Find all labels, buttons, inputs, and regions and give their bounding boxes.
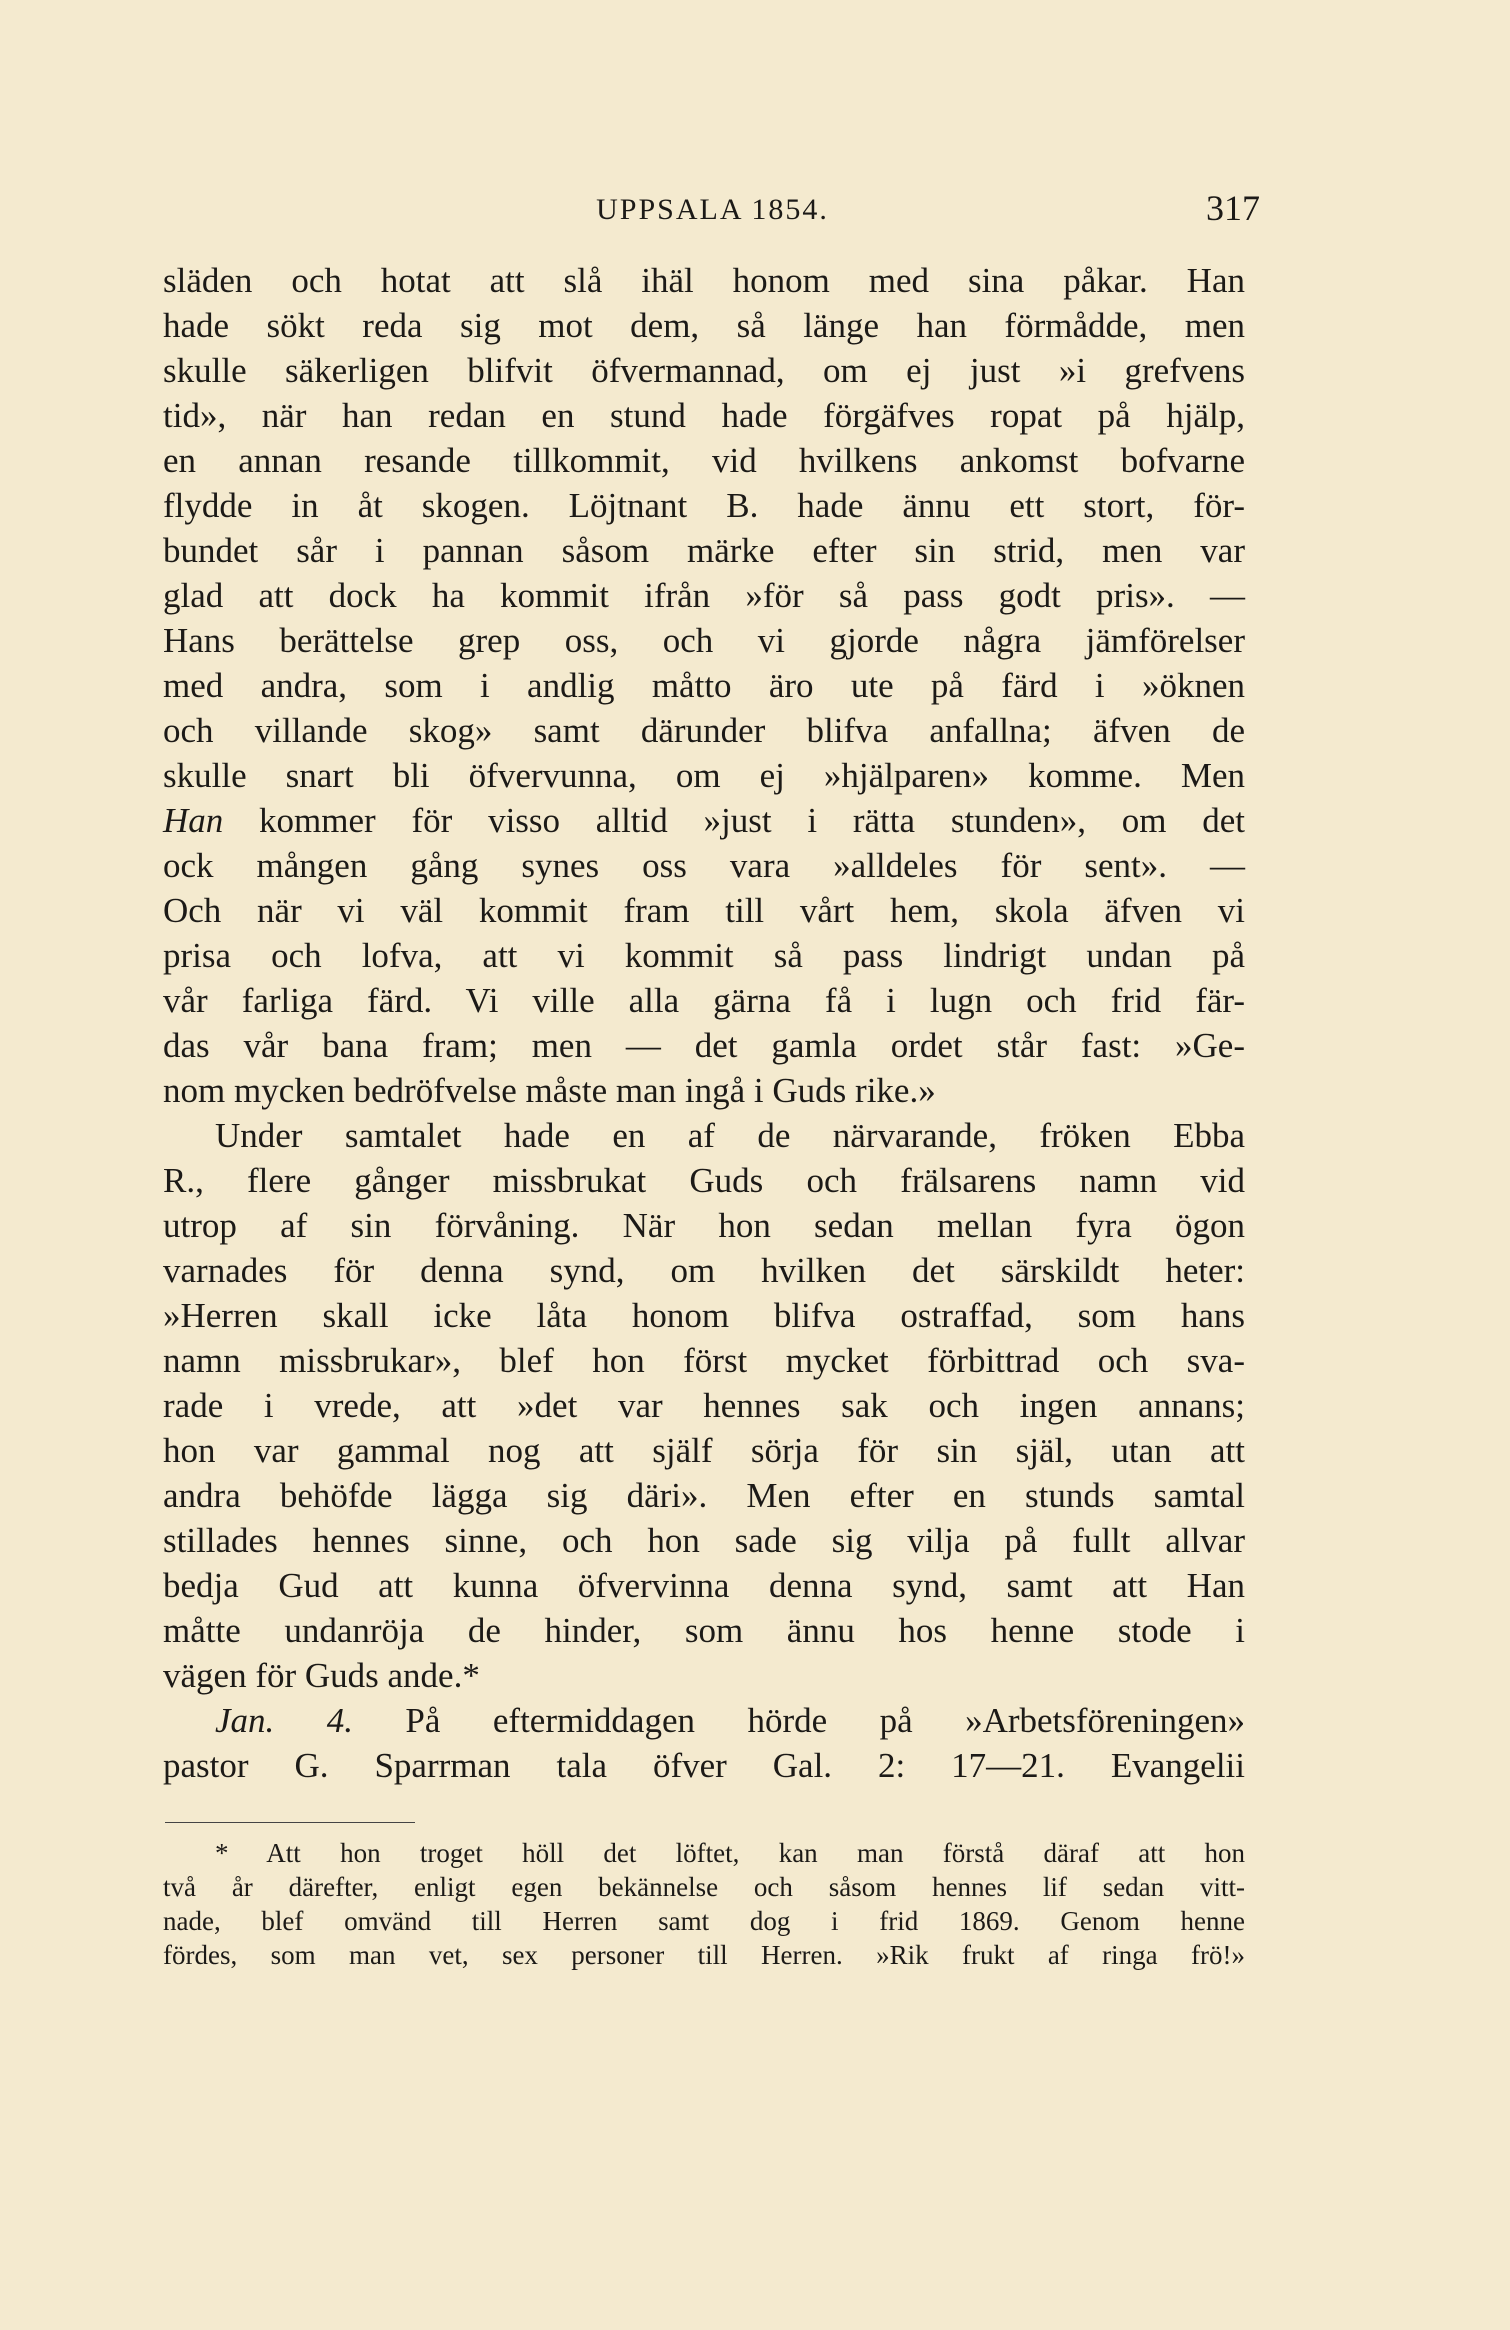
text-line: flydde in åt skogen. Löjtnant B. hade ännu ett stort, för-	[163, 486, 1245, 525]
text-line-jan-rest: På eftermiddagen hörde på »Arbetsföreningen»	[352, 1701, 1245, 1740]
text-line: vägen för Guds ande.*	[163, 1656, 480, 1695]
text-line: nom mycken bedröfvelse måste man ingå i Guds rike.»	[163, 1071, 936, 1110]
text-line: skulle säkerligen blifvit öfvermannad, om ej just »i grefvens	[163, 351, 1245, 390]
running-head	[165, 185, 1260, 235]
text-line-jan	[163, 1698, 1245, 1743]
text-line: andra behöfde lägga sig däri». Men efter en stunds samtal	[163, 1476, 1245, 1515]
text-line: hade sökt reda sig mot dem, så länge han förmådde, men	[163, 306, 1245, 345]
text-line: pastor G. Sparrman tala öfver Gal. 2: 17—21. Evangelii	[163, 1746, 1245, 1785]
text-line: och villande skog» samt därunder blifva anfallna; äfven de	[163, 711, 1245, 750]
footnote-rule	[165, 1822, 415, 1823]
text-line: prisa och lofva, att vi kommit så pass lindrigt undan på	[163, 936, 1245, 975]
text-line: »Herren skall icke låta honom blifva ostraffad, som hans	[163, 1296, 1245, 1335]
text-line: R., flere gånger missbrukat Guds och frälsarens namn vid	[163, 1161, 1245, 1200]
text-line: bundet sår i pannan såsom märke efter sin strid, men var	[163, 531, 1245, 570]
text-line: tid», när han redan en stund hade förgäfves ropat på hjälp,	[163, 396, 1245, 435]
text-line: rade i vrede, att »det var hennes sak och ingen annans;	[163, 1386, 1245, 1425]
italic-date: Jan. 4.	[215, 1701, 353, 1740]
text-line: med andra, som i andlig måtto äro ute på färd i »öknen	[163, 666, 1245, 705]
text-line-han-rest: kommer för visso alltid »just i rätta stunden», om det	[223, 801, 1245, 840]
running-title: UPPSALA 1854.	[596, 193, 829, 226]
text-line: hon var gammal nog att själf sörja för sin själ, utan att	[163, 1431, 1245, 1470]
footnote-line: två år därefter, enligt egen bekännelse och såsom hennes lif sedan vitt-	[163, 1872, 1245, 1902]
footnote-line: * Att hon troget höll det löftet, kan man förstå däraf att hon	[215, 1838, 1245, 1868]
footnote	[163, 1836, 1245, 1972]
text-line: skulle snart bli öfvervunna, om ej »hjälparen» komme. Men	[163, 756, 1245, 795]
text-line: vår farliga färd. Vi ville alla gärna få i lugn och frid fär-	[163, 981, 1245, 1020]
body-text	[163, 258, 1245, 1788]
italic-han: Han	[163, 801, 224, 840]
text-line: Under samtalet hade en af de närvarande, fröken Ebba	[215, 1116, 1245, 1155]
text-line: utrop af sin förvåning. När hon sedan mellan fyra ögon	[163, 1206, 1245, 1245]
text-line: måtte undanröja de hinder, som ännu hos henne stode i	[163, 1611, 1245, 1650]
text-line: namn missbrukar», blef hon först mycket förbittrad och sva-	[163, 1341, 1245, 1380]
footnote-line: nade, blef omvänd till Herren samt dog i frid 1869. Genom henne	[163, 1906, 1245, 1936]
text-line: Hans berättelse grep oss, och vi gjorde några jämförelser	[163, 621, 1245, 660]
text-line: Och när vi väl kommit fram till vårt hem, skola äfven vi	[163, 891, 1245, 930]
text-line: glad att dock ha kommit ifrån »för så pass godt pris». —	[163, 576, 1245, 615]
text-line: en annan resande tillkommit, vid hvilkens ankomst bofvarne	[163, 441, 1245, 480]
text-line: ock mången gång synes oss vara »alldeles för sent». —	[163, 846, 1245, 885]
page-number: 317	[1206, 188, 1260, 228]
text-line: das vår bana fram; men — det gamla ordet står fast: »Ge-	[163, 1026, 1245, 1065]
text-line: släden och hotat att slå ihäl honom med sina påkar. Han	[163, 261, 1245, 300]
text-line-han	[163, 798, 1245, 843]
text-line: varnades för denna synd, om hvilken det särskildt heter:	[163, 1251, 1245, 1290]
text-line: bedja Gud att kunna öfvervinna denna synd, samt att Han	[163, 1566, 1245, 1605]
footnote-line: fördes, som man vet, sex personer till Herren. »Rik frukt af ringa frö!»	[163, 1940, 1245, 1970]
text-line: stillades hennes sinne, och hon sade sig vilja på fullt allvar	[163, 1521, 1245, 1560]
